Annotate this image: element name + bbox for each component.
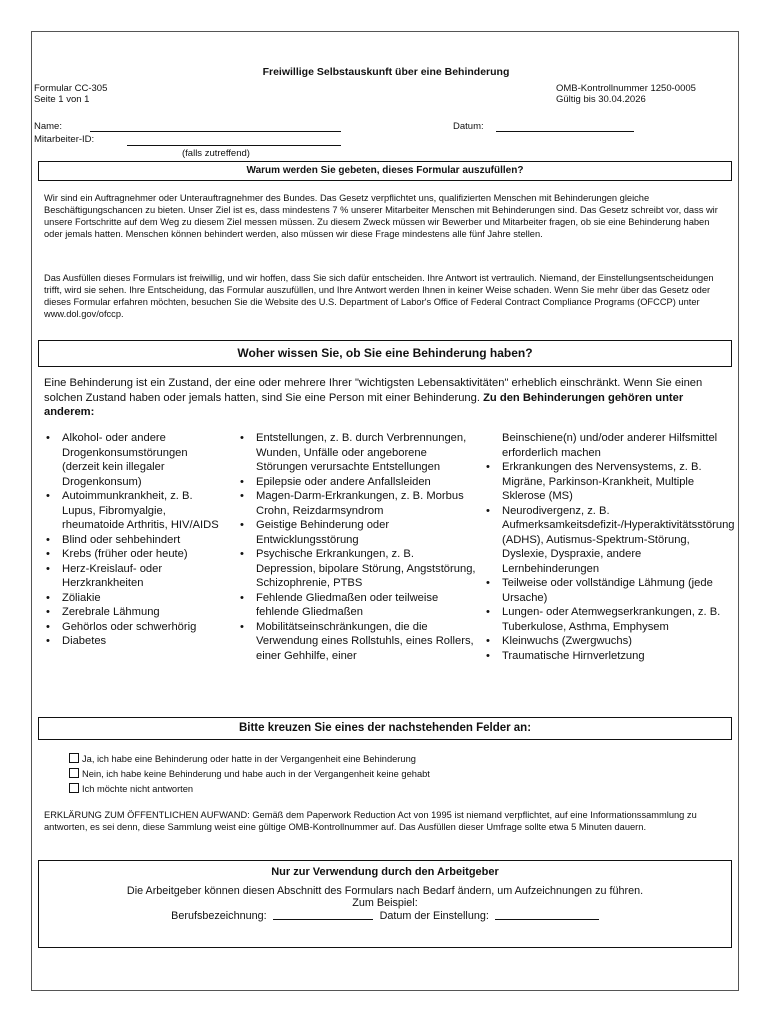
list-item: • Magen-Darm-Erkrankungen, z. B. Morbus Crohn, Reizdarmsyndrom: [240, 490, 464, 517]
list-item: • Diabetes: [46, 635, 107, 647]
omb-number: OMB-Kontrollnummer 1250-0005: [556, 83, 696, 94]
list-item: • Kleinwuchs (Zwergwuchs): [486, 635, 632, 647]
employer-heading: Nur zur Verwendung durch den Arbeitgeber: [271, 866, 499, 878]
list-item: • Autoimmunkrankheit, z. B. Lupus, Fibromyalgie, rheumatoide Arthritis, HIV/AIDS: [46, 490, 219, 531]
date-label: Datum:: [453, 121, 484, 132]
why-paragraph-1: Wir sind ein Auftragnehmer oder Unterauftragnehmer des Bundes. Das Gesetz verpflichtet uns, qualifizierten Menschen mit Behinderungen gleiche Beschäftigungschancen zu bieten. Unser Ziel ist es, dass mindestens 7 % unserer Mitarbeiter Menschen mit Behinderungen sind. Das Gesetz schreibt vor, dass wir unsere Fortschritte auf dem Weg zu diesem Ziel messen müssen. Zu diesem Zweck müssen wir Bewerber und Mitarbeiter fragen, ob sie eine Behinderung haben oder jemals hatten. Menschen können behindert werden, also müssen wir diese Frage mindestens alle fünf Jahre stellen.: [44, 193, 718, 239]
definition-bold-text: Zu den Behinderungen gehören unter anderem:: [44, 391, 684, 418]
definition-text: Eine Behinderung ist ein Zustand, der eine oder mehrere Ihrer "wichtigsten Lebensaktivitäten" erheblich einschränkt. Wenn Sie einen solchen Zustand haben oder jemals hatten, sind Sie eine Person mit einer Behinderung.: [44, 377, 703, 404]
form-id: Formular CC-305: [34, 83, 108, 94]
page-number: Seite 1 von 1: [34, 94, 90, 105]
list-item: • Entstellungen, z. B. durch Verbrennungen, Wunden, Unfälle oder angeborene Störungen verursachte Entstellungen: [240, 432, 467, 473]
list-item: • Geistige Behinderung oder Entwicklungsstörung: [240, 519, 390, 546]
list-item: • Zerebrale Lähmung: [46, 606, 160, 618]
list-item: • Erkrankungen des Nervensystems, z. B. Migräne, Parkinson-Krankheit, Multiple Sklerose (MS): [486, 461, 702, 502]
list-item: • Fehlende Gliedmaßen oder teilweise fehlende Gliedmaßen: [240, 591, 439, 618]
list-item-continuation: Beinschiene(n) und/oder anderer Hilfsmittel erforderlich machen: [502, 432, 718, 459]
list-item: • Neurodivergenz, z. B. Aufmerksamkeitsdefizit-/Hyperaktivitätsstörung (ADHS), Autismus-Spektrum-Störung, Dyslexie, Dyspraxie, andere Lernbehinderungen: [486, 504, 735, 575]
conditions-column-1: [44, 431, 222, 649]
form-page: [31, 31, 739, 991]
checkbox-no[interactable]: [69, 768, 79, 778]
employer-text: Die Arbeitgeber können diesen Abschnitt des Formulars nach Bedarf ändern, um Aufzeichnungen zu führen.: [126, 885, 644, 897]
date-field[interactable]: [496, 131, 634, 132]
conditions-column-3: [484, 431, 735, 663]
list-item: • Alkohol- oder andere Drogenkonsumstörungen (derzeit kein illegaler Drogenkonsum): [46, 432, 188, 488]
section-how-heading: Woher wissen Sie, ob Sie eine Behinderung haben?: [38, 340, 732, 367]
hire-date-label: Datum der Einstellung:: [379, 910, 489, 922]
employer-section: [38, 860, 732, 948]
name-label: Name:: [34, 121, 62, 132]
employer-example: Zum Beispiel:: [352, 897, 418, 909]
list-item: • Herz-Kreislauf- oder Herzkrankheiten: [46, 562, 163, 589]
list-item: • Krebs (früher oder heute): [46, 548, 188, 560]
employer-fields-row: [39, 909, 731, 922]
option-no[interactable]: [69, 768, 430, 779]
section-why-heading: Warum werden Sie gebeten, dieses Formular auszufüllen?: [38, 161, 732, 181]
checkbox-decline[interactable]: [69, 783, 79, 793]
list-item: • Gehörlos oder schwerhörig: [46, 620, 197, 633]
employee-id-label: Mitarbeiter-ID:: [34, 134, 95, 145]
list-item: • Mobilitätseinschränkungen, die die Verwendung eines Rollstuhls, eines Rollers, einer Gehhilfe, einer: [240, 620, 474, 662]
option-decline-label: Ich möchte nicht antworten: [82, 784, 194, 794]
public-burden-statement: ERKLÄRUNG ZUM ÖFFENTLICHEN AUFWAND: Gemäß dem Paperwork Reduction Act von 1995 ist niemand verpflichtet, auf eine Informationssammlung zu antworten, es sei denn, diese Sammlung weist eine gültige OMB-Kontrollnummer auf. Das Ausfüllen dieser Umfrage sollte etwa 5 Minuten dauern.: [44, 810, 697, 832]
checkbox-yes[interactable]: [69, 753, 79, 763]
list-item: • Zöliakie: [46, 591, 101, 604]
conditions-column-2: [238, 431, 476, 663]
why-paragraph-2: Das Ausfüllen dieses Formulars ist freiwillig, und wir hoffen, dass Sie sich dafür entscheiden. Ihre Antwort ist vertraulich. Niemand, der Einstellungsentscheidungen trifft, wird sie sehen. Ihre Entscheidung, das Formular auszufüllen, und Ihre Antwort werden Ihnen in keiner Weise schaden. Wenn Sie mehr über das Gesetz oder dieses Formular erfahren möchten, besuchen Sie die Website des U.S. Department of Labor's Office of Federal Contract Compliance Programs (OFCCP) unter www.dol.gov/ofccp.: [44, 273, 714, 319]
form-title: Freiwillige Selbstauskunft über eine Behinderung: [262, 66, 510, 78]
option-yes-label: Ja, ich habe eine Behinderung oder hatte in der Vergangenheit eine Behinderung: [82, 754, 416, 764]
option-decline[interactable]: [69, 783, 193, 794]
name-field[interactable]: [90, 131, 341, 132]
valid-until: Gültig bis 30.04.2026: [556, 94, 646, 105]
job-title-label: Berufsbezeichnung:: [171, 910, 267, 922]
job-title-field[interactable]: [273, 909, 373, 920]
list-item: • Traumatische Hirnverletzung: [486, 649, 645, 662]
list-item: • Psychische Erkrankungen, z. B. Depression, bipolare Störung, Angststörung, Schizophrenie, PTBS: [240, 548, 476, 589]
hire-date-field[interactable]: [495, 909, 599, 920]
disability-definition: [44, 376, 730, 420]
if-applicable-note: (falls zutreffend): [182, 148, 250, 159]
list-item: • Blind oder sehbehindert: [46, 533, 181, 546]
section-checkbox-heading: Bitte kreuzen Sie eines der nachstehenden Felder an:: [38, 717, 732, 740]
list-item: • Lungen- oder Atemwegserkrankungen, z. B. Tuberkulose, Asthma, Emphysem: [486, 606, 721, 633]
option-no-label: Nein, ich habe keine Behinderung und habe auch in der Vergangenheit keine gehabt: [82, 769, 430, 779]
list-item: • Epilepsie oder andere Anfallsleiden: [240, 475, 431, 488]
employee-id-field[interactable]: [127, 145, 341, 146]
list-item: • Teilweise oder vollständige Lähmung (jede Ursache): [486, 577, 713, 604]
option-yes[interactable]: [69, 753, 416, 764]
